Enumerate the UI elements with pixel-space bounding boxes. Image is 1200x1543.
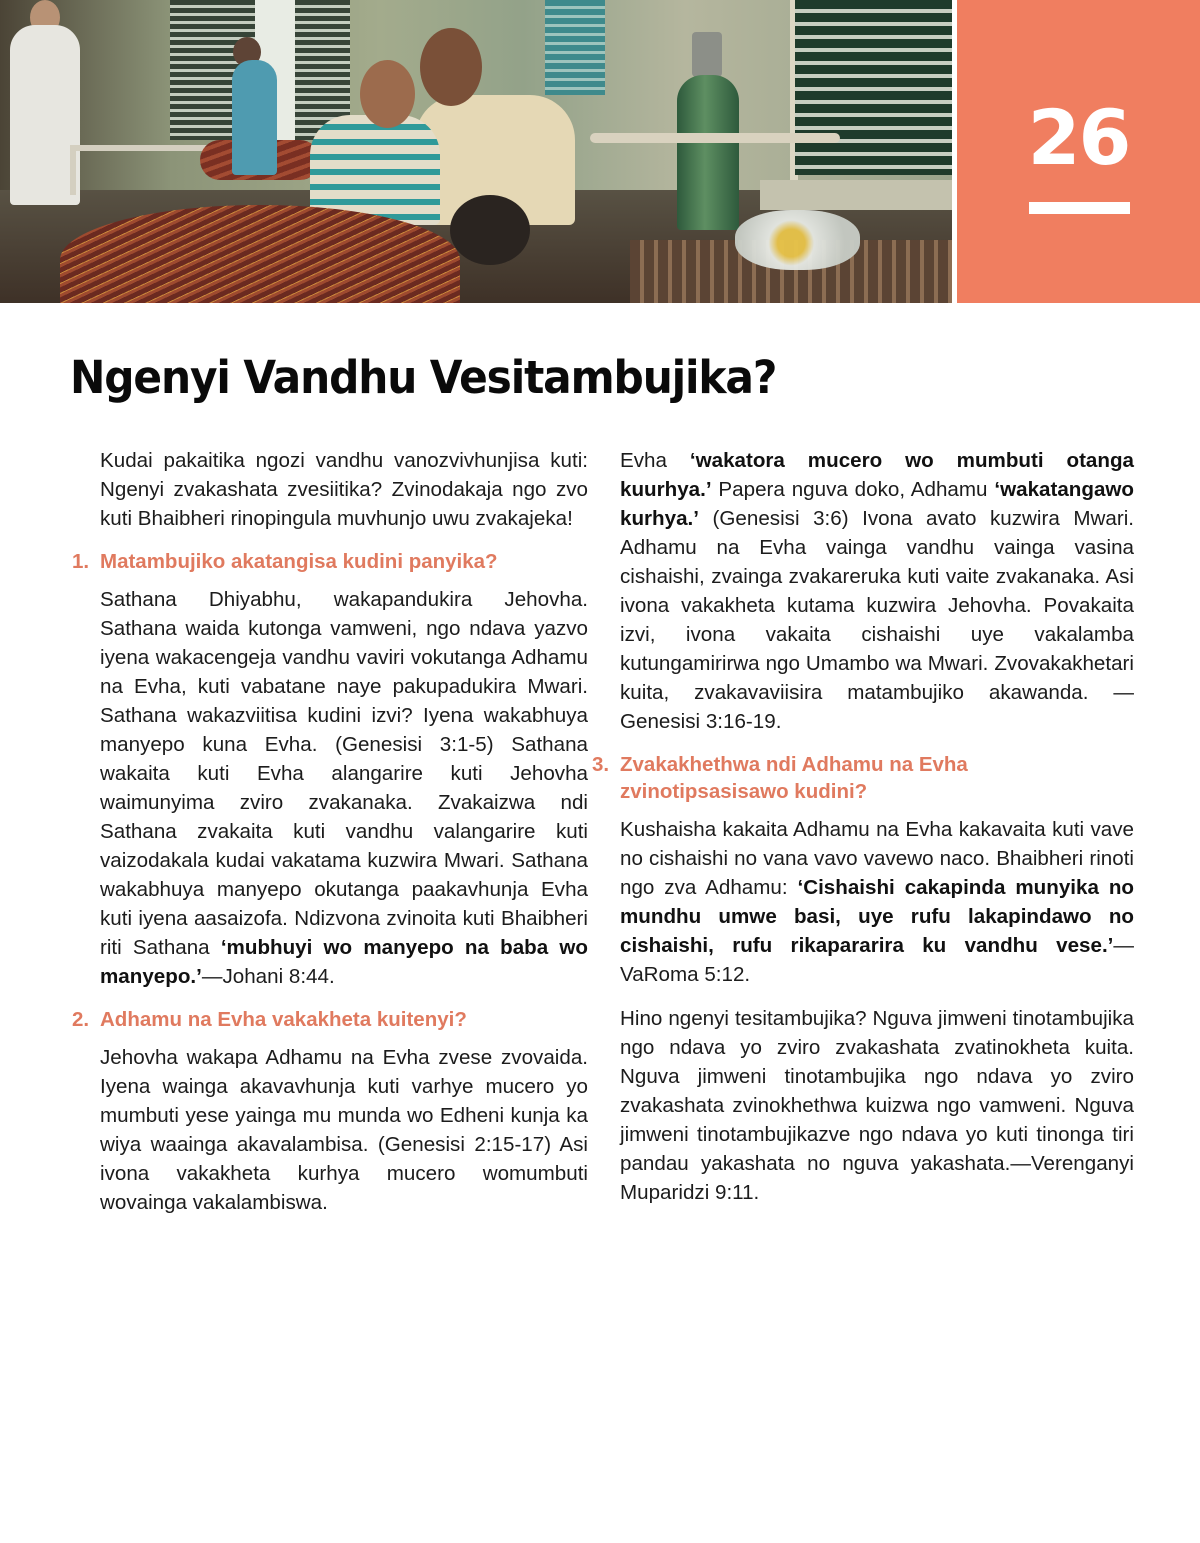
right-column — [592, 446, 1134, 1222]
section-heading-3 — [592, 751, 1134, 805]
paragraph-text: Papera nguva doko, Adhamu — [711, 478, 995, 501]
photo-oxygen-valve — [692, 32, 722, 77]
section-number: 3. — [592, 753, 610, 776]
photo-father-head — [420, 28, 482, 106]
section-2-paragraph-start — [72, 1043, 588, 1217]
photo-window-sill — [760, 180, 952, 210]
section-question: Adhamu na Evha vakakheta kuitenyi? — [100, 1008, 467, 1031]
photo-mother-head — [360, 60, 415, 128]
photo-bed-rail — [590, 133, 840, 143]
header-photo — [0, 0, 952, 303]
lesson-number-underline — [1029, 202, 1130, 214]
photo-plastic-bag — [735, 210, 860, 270]
lesson-number-box — [957, 0, 1200, 303]
photo-blue-shutter — [545, 0, 605, 95]
section-2-paragraph-continued — [620, 446, 1134, 736]
photo-green-shutter — [795, 0, 952, 175]
section-question: Zvakakhethwa ndi Adhamu na Evha zvinotipsasisawo kudini? — [620, 753, 968, 803]
paragraph-text: (Genesisi 3:6) Ivona avato kuzwira Mwari. Adhamu na Evha vainga vandhu vainga vasina cishaishi, zvainga zvakareruka kuti vaite zvakanaka. Asi ivona vakakheta kutama kuzwira Jehovha. Povakaita izvi, ivona vakaita cishaishi uye vakalamba kutungamirirwa ngo Umambo wa Mwari. Zvovakakhetari kuita, zvakavaviisira matambujiko akawanda. —Genesisi 3:16-19. — [620, 507, 1134, 733]
section-number: 2. — [72, 1008, 90, 1031]
section-heading-2 — [72, 1006, 588, 1033]
section-1-paragraph — [72, 585, 588, 991]
intro-paragraph: Kudai pakaitika ngozi vandhu vanozvivhunjisa kuti: Ngenyi zvakashata zvesiitika? Zvinodakaja ngo zvo kuti Bhaibheri rinopingula muvhunjo uwu zvakajeka! — [100, 449, 588, 530]
photo-nurse — [232, 60, 277, 175]
section-heading-1 — [72, 548, 588, 575]
photo-boy-head — [450, 195, 530, 265]
scripture-reference: —Johani 8:44. — [201, 965, 335, 988]
paragraph-text: Kushaisha kakaita Adhamu na Evha kakavaita kuti vave no cishaishi no vana vavo vavewo naco. Bhaibheri rinoti ngo zva Adhamu: — [620, 818, 1134, 899]
section-3-paragraph-1 — [620, 815, 1134, 989]
scripture-quote: ‘wakatangawo kurhya.’ — [620, 478, 1134, 530]
section-3-paragraph-2: Hino ngenyi tesitambujika? Nguva jimweni tinotambujika ngo ndava yo zviro zvakashata zvatinokheta kuita. Nguva jimweni tinotambujika ngo ndava yo zviro zvakashata zvinokhethwa kuizwa ngo vamweni. Nguva jimweni tinotambujikazve ngo ndava yo kuti tinonga tiri pandau yakashata no nguva yakashata.—Verenganyi Muparidzi 9:11. — [620, 1007, 1134, 1204]
page-title: Ngenyi Vandhu Vesitambujika? — [70, 351, 777, 404]
left-column — [72, 446, 588, 1232]
photo-oxygen-tank — [677, 75, 739, 230]
scripture-quote: ‘wakatora mucero wo mumbuti otanga kuurhya.’ — [620, 449, 1134, 501]
paragraph-text: Evha — [620, 449, 690, 472]
paragraph-text: Sathana Dhiyabhu, wakapandukira Jehovha. Sathana waida kutonga vamweni, ngo ndava yazvo iyena wakacengeja vandhu vaviri vokutanga Adhamu na Evha, kuti vabatane naye pakupadukira Mwari. Sathana wakazviitisa kudini izvi? Iyena wakabhuya manyepo kuna Evha. (Genesisi 3:1-5) Sathana wakaita kuti Evha alangarire kuti Jehovha waimunyima zviro zvakanaka. Zvakaizwa ndi Sathana zvakaita kuti vandhu valangarire kuti vaizodakala kudai vakatama kuzwira Mwari. Sathana wakabhuya manyepo okutanga paakavhunja Evha kuti iyena aasaizofa. Ndizvona zvinoita kuti Bhaibheri riti Sathana — [100, 588, 588, 959]
scripture-quote: ‘mubhuyi wo manyepo na baba wo manyepo.’ — [100, 936, 588, 988]
lesson-number: 26 — [1027, 93, 1130, 182]
paragraph-text: Jehovha wakapa Adhamu na Evha zvese zvovaida. Iyena wainga akavavhunja kuti varhye mucero yo mumbuti yese yainga mu munda wo Edheni kunja ka wiya waainga akavalambisa. (Genesisi 2:15-17) Asi ivona vakakheta kurhya mucero womumbuti wovainga vakalambiswa. — [100, 1046, 588, 1214]
section-number: 1. — [72, 550, 90, 573]
section-question: Matambujiko akatangisa kudini panyika? — [100, 550, 498, 573]
scripture-reference: —VaRoma 5:12. — [620, 934, 1134, 986]
scripture-quote: ‘Cishaishi cakapinda munyika no mundhu umwe basi, uye rufu lakapindawo no cishaishi, rufu rikapararira ku vandhu vese.’ — [620, 876, 1134, 957]
